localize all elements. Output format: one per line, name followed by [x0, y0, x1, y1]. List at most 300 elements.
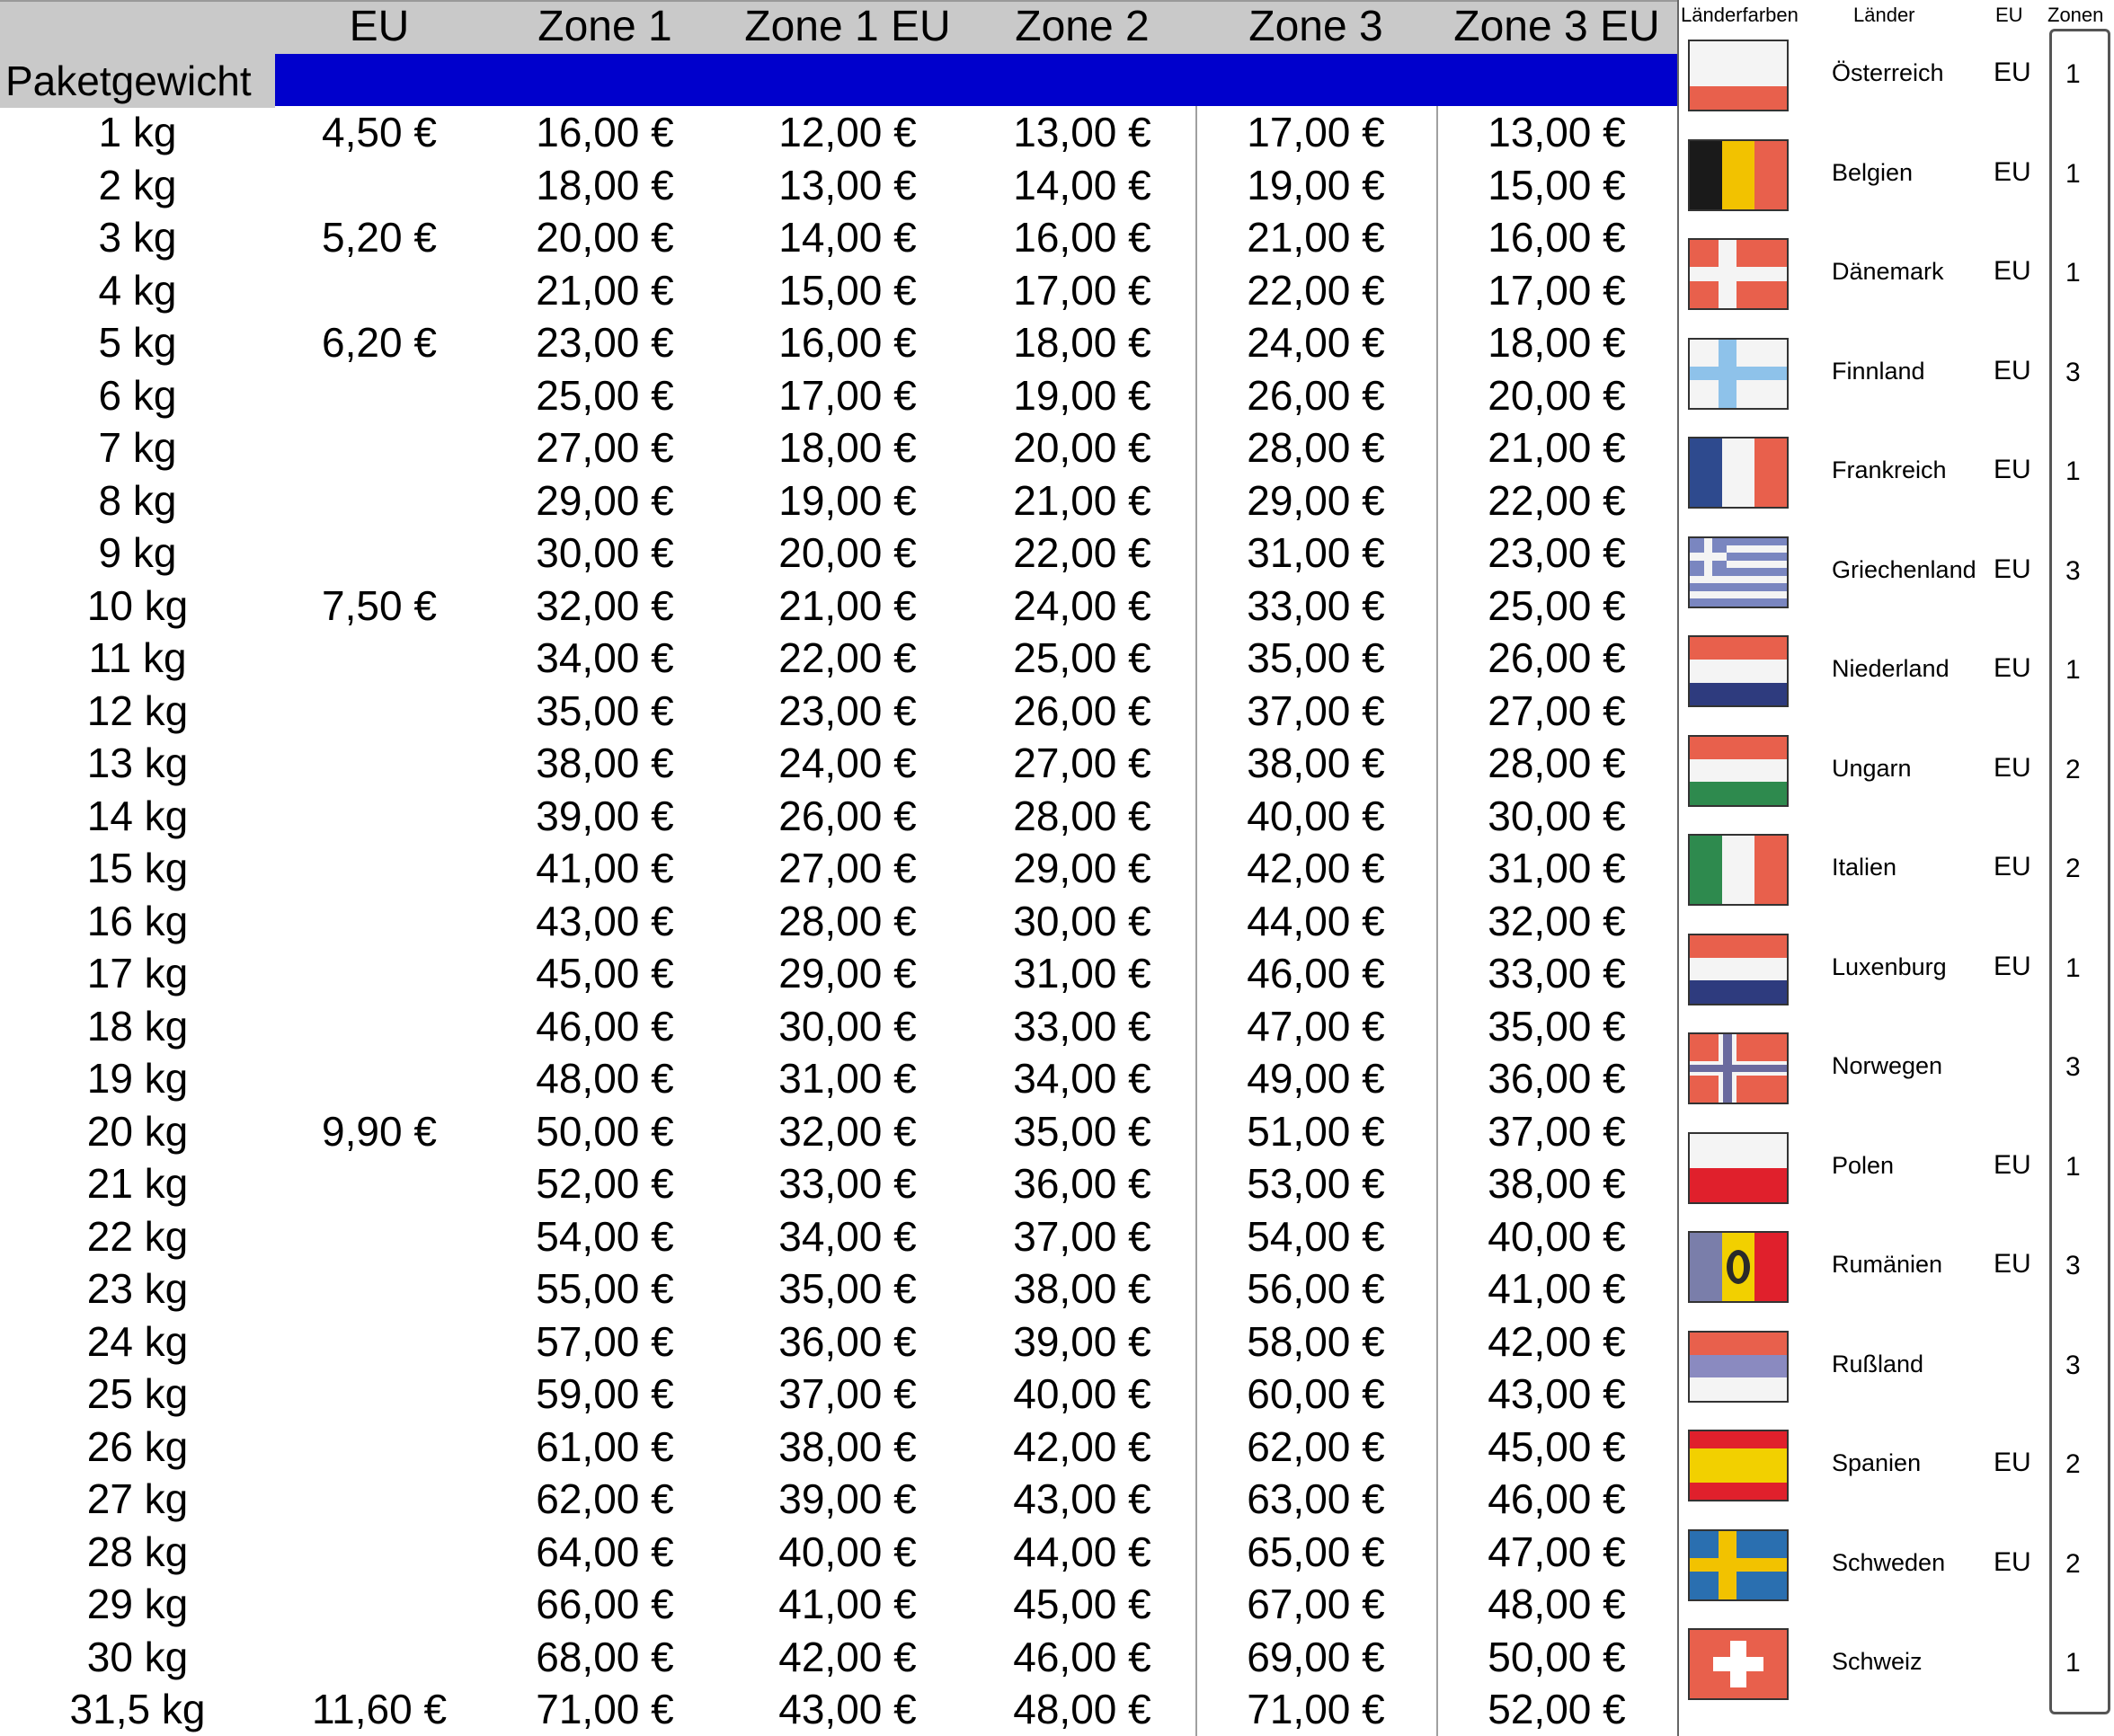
price-cell-z1eu: 34,00 € — [778, 1212, 917, 1260]
price-cell-eu — [275, 842, 484, 895]
price-cell-z2: 26,00 € — [1013, 686, 1151, 734]
eu-membership: EU — [1994, 1448, 2031, 1477]
price-cell-z3eu: 22,00 € — [1488, 476, 1626, 524]
price-cell-z1eu: 35,00 € — [778, 1265, 917, 1312]
weight-cell: 28 kg — [86, 1528, 189, 1575]
price-cell-z1: 64,00 € — [536, 1528, 674, 1575]
eu-membership: EU — [1994, 653, 2031, 683]
weight-cell: 19 kg — [86, 1055, 189, 1102]
price-cell-z1: 30,00 € — [536, 529, 674, 576]
price-cell-z3eu: 16,00 € — [1488, 214, 1626, 261]
legend-item — [1679, 728, 2114, 821]
price-cell-eu — [275, 632, 484, 685]
weight-cell: 26 kg — [86, 1422, 189, 1470]
denmark-flag — [1688, 238, 1789, 310]
legend-header-eu: EU — [1995, 4, 2023, 26]
price-cell-eu — [275, 737, 484, 790]
price-cell-eu — [275, 947, 484, 1000]
price-cell-z3eu: 26,00 € — [1488, 634, 1626, 681]
price-cell-z1eu: 41,00 € — [778, 1581, 917, 1627]
country-name: Frankreich — [1832, 456, 1947, 483]
price-cell-z1eu: 22,00 € — [778, 634, 917, 681]
price-cell-z1: 68,00 € — [536, 1633, 674, 1680]
price-cell-z1: 29,00 € — [536, 476, 674, 524]
austria-flag — [1688, 40, 1789, 111]
price-cell-z2: 45,00 € — [1013, 1581, 1151, 1627]
price-cell-z3: 26,00 € — [1247, 371, 1385, 419]
price-cell-z3: 67,00 € — [1247, 1581, 1385, 1627]
weight-cell: 17 kg — [86, 950, 189, 996]
price-cell-z2: 20,00 € — [1013, 424, 1151, 471]
price-cell-z3: 53,00 € — [1247, 1160, 1385, 1207]
price-cell-eu — [275, 1000, 484, 1053]
table-row — [0, 1262, 1677, 1315]
price-cell-z1: 45,00 € — [536, 950, 674, 996]
table-row — [0, 1315, 1677, 1368]
price-cell-eu — [275, 1526, 484, 1579]
zone-number: 1 — [2065, 258, 2081, 288]
price-cell-eu — [275, 1368, 484, 1421]
eu-membership: EU — [1994, 852, 2031, 881]
price-cell-z3eu: 30,00 € — [1488, 792, 1626, 839]
price-cell-z3eu: 37,00 € — [1488, 1107, 1626, 1155]
row-header-label: Paketgewicht — [0, 54, 275, 108]
price-cell-z1eu: 12,00 € — [778, 109, 917, 155]
country-name: Norwegen — [1832, 1052, 1943, 1079]
weight-cell: 23 kg — [86, 1265, 189, 1312]
price-cell-z1eu: 23,00 € — [778, 686, 917, 734]
price-cell-z2: 42,00 € — [1013, 1422, 1151, 1470]
col-header-eu: EU — [275, 0, 484, 54]
price-cell-z3eu: 42,00 € — [1488, 1317, 1626, 1365]
price-cell-z3: 31,00 € — [1247, 529, 1385, 576]
price-cell-eu: 11,60 € — [311, 1686, 448, 1732]
legend-item — [1679, 628, 2114, 722]
table-row — [0, 842, 1677, 895]
price-cell-z3: 46,00 € — [1247, 950, 1385, 996]
price-cell-z1eu: 21,00 € — [778, 581, 917, 629]
country-name: Polen — [1832, 1151, 1895, 1179]
price-cell-z3: 54,00 € — [1247, 1212, 1385, 1260]
weight-cell: 16 kg — [86, 897, 189, 944]
eu-membership: EU — [1994, 951, 2031, 981]
eu-membership: EU — [1994, 455, 2031, 484]
price-cell-eu — [275, 1210, 484, 1263]
table-row — [0, 790, 1677, 843]
price-cell-z3eu: 21,00 € — [1488, 424, 1626, 471]
table-row — [0, 580, 1677, 633]
price-cell-z2: 22,00 € — [1013, 529, 1151, 576]
table-row — [0, 1526, 1677, 1579]
country-name: Schweiz — [1832, 1648, 1923, 1675]
price-cell-z2: 33,00 € — [1013, 1002, 1151, 1050]
price-cell-z3eu: 52,00 € — [1488, 1686, 1626, 1732]
price-cell-z1eu: 43,00 € — [778, 1686, 917, 1732]
table-row — [0, 737, 1677, 790]
price-cell-z1: 52,00 € — [536, 1160, 674, 1207]
country-legend — [1677, 0, 2114, 1736]
zone-number: 1 — [2065, 456, 2081, 486]
price-cell-z1eu: 33,00 € — [778, 1160, 917, 1207]
price-cell-eu — [275, 369, 484, 422]
eu-membership: EU — [1994, 355, 2031, 385]
price-cell-z1: 35,00 € — [536, 686, 674, 734]
weight-cell: 8 kg — [98, 476, 177, 524]
legend-item — [1679, 926, 2114, 1020]
weight-cell: 24 kg — [86, 1317, 189, 1365]
eu-membership: EU — [1994, 58, 2031, 87]
price-cell-z3: 47,00 € — [1247, 1002, 1385, 1050]
price-cell-z1eu: 29,00 € — [778, 950, 917, 996]
price-cell-z3eu: 41,00 € — [1488, 1265, 1626, 1312]
price-cell-z1eu: 40,00 € — [778, 1528, 917, 1575]
weight-cell: 29 kg — [86, 1581, 189, 1627]
luxembourg-flag — [1688, 934, 1789, 1005]
weight-cell: 30 kg — [86, 1633, 189, 1680]
legend-item — [1679, 32, 2114, 126]
weight-cell: 6 kg — [98, 371, 177, 419]
price-cell-z2: 25,00 € — [1013, 634, 1151, 681]
table-row — [0, 1578, 1677, 1631]
weight-cell: 18 kg — [86, 1002, 189, 1050]
price-cell-eu — [275, 474, 484, 527]
legend-item — [1679, 430, 2114, 523]
table-row — [0, 527, 1677, 580]
price-cell-z2: 16,00 € — [1013, 214, 1151, 261]
price-cell-z3eu: 13,00 € — [1488, 109, 1626, 155]
price-cell-z2: 17,00 € — [1013, 266, 1151, 314]
price-cell-z1: 16,00 € — [536, 109, 674, 155]
price-cell-z3eu: 18,00 € — [1488, 319, 1626, 366]
price-cell-eu — [275, 895, 484, 948]
legend-item — [1679, 331, 2114, 424]
price-cell-eu — [275, 421, 484, 474]
price-cell-z1eu: 42,00 € — [778, 1633, 917, 1680]
price-cell-eu: 7,50 € — [322, 581, 437, 629]
price-cell-z2: 13,00 € — [1013, 109, 1151, 155]
eu-membership: EU — [1994, 156, 2031, 187]
price-cell-z3: 60,00 € — [1247, 1370, 1385, 1417]
price-cell-z1: 61,00 € — [536, 1422, 674, 1470]
price-cell-eu — [275, 1315, 484, 1368]
country-name: Rumänien — [1832, 1251, 1943, 1278]
weight-cell: 21 kg — [86, 1160, 189, 1207]
country-name: Dänemark — [1832, 258, 1944, 285]
price-cell-eu — [275, 264, 484, 317]
russia-flag — [1688, 1331, 1789, 1403]
table-row — [0, 1473, 1677, 1526]
price-cell-z3: 38,00 € — [1247, 740, 1385, 786]
price-cell-z3eu: 47,00 € — [1488, 1528, 1626, 1575]
price-cell-z2: 29,00 € — [1013, 845, 1151, 891]
price-cell-z1: 71,00 € — [536, 1686, 674, 1732]
table-top-border — [0, 0, 1677, 2]
price-cell-z3: 51,00 € — [1247, 1107, 1385, 1155]
price-cell-z2: 38,00 € — [1013, 1265, 1151, 1312]
price-cell-z1: 66,00 € — [536, 1581, 674, 1627]
price-cell-z1: 20,00 € — [536, 214, 674, 261]
france-flag — [1688, 437, 1789, 509]
table-row — [0, 474, 1677, 527]
price-cell-z3: 22,00 € — [1247, 266, 1385, 314]
zone-number: 3 — [2065, 1251, 2081, 1280]
price-cell-eu — [275, 1421, 484, 1474]
price-cell-z1eu: 32,00 € — [778, 1107, 917, 1155]
price-cell-z3eu: 27,00 € — [1488, 686, 1626, 734]
zone-number: 1 — [2065, 158, 2081, 189]
country-name: Griechenland — [1832, 555, 1976, 583]
weight-cell: 9 kg — [98, 529, 177, 576]
weight-cell: 14 kg — [86, 792, 189, 839]
hungary-flag — [1688, 735, 1789, 807]
price-cell-z1eu: 14,00 € — [778, 214, 917, 261]
price-cell-eu — [275, 159, 484, 212]
price-cell-z2: 21,00 € — [1013, 476, 1151, 524]
weight-cell: 25 kg — [86, 1370, 189, 1417]
legend-header-countries: Länder — [1853, 4, 1915, 26]
price-cell-z1eu: 24,00 € — [778, 740, 917, 786]
price-cell-z2: 35,00 € — [1013, 1107, 1151, 1155]
price-cell-z2: 46,00 € — [1013, 1633, 1151, 1680]
country-name: Österreich — [1832, 59, 1944, 86]
price-cell-z1eu: 39,00 € — [778, 1475, 917, 1522]
zone-number: 3 — [2065, 357, 2081, 387]
eu-membership: EU — [1994, 1149, 2031, 1180]
country-name: Finnland — [1832, 357, 1925, 385]
romania-flag — [1688, 1231, 1789, 1303]
country-name: Niederland — [1832, 655, 1950, 682]
table-row — [0, 1421, 1677, 1474]
price-cell-z1eu: 15,00 € — [778, 266, 917, 314]
price-cell-z3: 49,00 € — [1247, 1055, 1385, 1102]
weight-cell: 20 kg — [86, 1107, 189, 1155]
weight-cell: 7 kg — [98, 424, 177, 471]
table-row — [0, 685, 1677, 738]
table-row — [0, 211, 1677, 264]
table-row — [0, 421, 1677, 474]
weight-cell: 3 kg — [98, 214, 177, 261]
belgium-flag — [1688, 139, 1789, 211]
zone-number: 2 — [2065, 754, 2081, 784]
table-row — [0, 316, 1677, 369]
price-cell-z1: 46,00 € — [536, 1002, 674, 1050]
price-cell-z2: 18,00 € — [1013, 319, 1151, 366]
legend-header-zones: Zonen — [2047, 4, 2104, 26]
weight-cell: 15 kg — [86, 845, 189, 891]
table-row — [0, 264, 1677, 317]
price-cell-z3eu: 35,00 € — [1488, 1002, 1626, 1050]
price-cell-z2: 30,00 € — [1013, 897, 1151, 944]
price-cell-eu: 4,50 € — [322, 109, 437, 155]
legend-item — [1679, 132, 2114, 226]
table-row — [0, 1368, 1677, 1421]
zone-number: 1 — [2065, 1648, 2081, 1678]
weight-cell: 11 kg — [88, 634, 187, 681]
col-header-zone1-eu: Zone 1 EU — [726, 0, 969, 54]
price-cell-z2: 37,00 € — [1013, 1212, 1151, 1260]
col-header-zone3: Zone 3 — [1195, 0, 1436, 54]
greece-flag — [1688, 536, 1789, 608]
price-cell-z1eu: 13,00 € — [778, 161, 917, 208]
col-header-zone2: Zone 2 — [969, 0, 1195, 54]
price-cell-z1eu: 26,00 € — [778, 792, 917, 839]
price-cell-z2: 48,00 € — [1013, 1686, 1151, 1732]
price-cell-z1: 18,00 € — [536, 161, 674, 208]
eu-membership: EU — [1994, 554, 2031, 584]
price-cell-z3eu: 25,00 € — [1488, 581, 1626, 629]
table-row — [0, 159, 1677, 212]
table-row — [0, 1052, 1677, 1105]
price-cell-z1eu: 27,00 € — [778, 845, 917, 891]
col-header-zone1: Zone 1 — [484, 0, 726, 54]
price-cell-z3eu: 50,00 € — [1488, 1633, 1626, 1680]
price-cell-z3eu: 15,00 € — [1488, 161, 1626, 208]
finland-flag — [1688, 338, 1789, 410]
zone-number: 1 — [2065, 1151, 2081, 1182]
weight-cell: 31,5 kg — [69, 1686, 206, 1732]
zone-number: 1 — [2065, 59, 2081, 89]
price-cell-z3eu: 40,00 € — [1488, 1212, 1626, 1260]
price-cell-z1: 62,00 € — [536, 1475, 674, 1522]
price-cell-z1: 41,00 € — [536, 845, 674, 891]
price-cell-z3: 71,00 € — [1247, 1686, 1385, 1732]
price-cell-z3: 17,00 € — [1247, 109, 1385, 155]
price-cell-eu — [275, 1052, 484, 1105]
price-cell-z3: 40,00 € — [1247, 792, 1385, 839]
price-cell-z2: 24,00 € — [1013, 581, 1151, 629]
country-name: Luxenburg — [1832, 952, 1947, 980]
price-cell-z3eu: 17,00 € — [1488, 266, 1626, 314]
price-cell-z1: 43,00 € — [536, 897, 674, 944]
price-cell-z1: 54,00 € — [536, 1212, 674, 1260]
price-cell-z1eu: 37,00 € — [778, 1370, 917, 1417]
price-cell-z3eu: 38,00 € — [1488, 1160, 1626, 1207]
price-cell-eu — [275, 1262, 484, 1315]
legend-item — [1679, 1621, 2114, 1714]
price-cell-z1: 48,00 € — [536, 1055, 674, 1102]
weight-cell: 12 kg — [86, 686, 189, 734]
table-row — [0, 895, 1677, 948]
price-cell-z1eu: 19,00 € — [778, 476, 917, 524]
legend-item — [1679, 529, 2114, 623]
price-cell-eu — [275, 1473, 484, 1526]
spain-flag — [1688, 1430, 1789, 1501]
table-row — [0, 632, 1677, 685]
weight-cell: 27 kg — [86, 1475, 189, 1522]
corner-header-cell — [0, 0, 275, 54]
weight-cell: 1 kg — [98, 109, 177, 155]
price-cell-eu — [275, 790, 484, 843]
price-cell-z3: 28,00 € — [1247, 424, 1385, 471]
price-cell-z2: 39,00 € — [1013, 1317, 1151, 1365]
eu-membership: EU — [1994, 752, 2031, 783]
table-row — [0, 369, 1677, 422]
sweden-flag — [1688, 1529, 1789, 1601]
poland-flag — [1688, 1132, 1789, 1204]
price-cell-z3: 33,00 € — [1247, 581, 1385, 629]
price-cell-z3: 65,00 € — [1247, 1528, 1385, 1575]
weight-cell: 4 kg — [98, 266, 177, 314]
weight-cell: 22 kg — [86, 1212, 189, 1260]
price-cell-z1: 55,00 € — [536, 1265, 674, 1312]
table-row — [0, 1157, 1677, 1210]
price-cell-z1eu: 18,00 € — [778, 424, 917, 471]
price-cell-z3: 42,00 € — [1247, 845, 1385, 891]
price-cell-z3eu: 36,00 € — [1488, 1055, 1626, 1102]
zone-number: 3 — [2065, 1052, 2081, 1082]
table-row — [0, 1683, 1677, 1736]
country-name: Schweden — [1832, 1548, 1946, 1576]
price-cell-z1: 38,00 € — [536, 740, 674, 786]
price-cell-eu — [275, 685, 484, 738]
weight-cell: 13 kg — [86, 740, 189, 786]
legend-item — [1679, 1422, 2114, 1516]
legend-item — [1679, 1224, 2114, 1317]
price-cell-eu — [275, 1157, 484, 1210]
col-header-zone3-eu: Zone 3 EU — [1436, 0, 1677, 54]
legend-item — [1679, 231, 2114, 324]
price-cell-z3: 56,00 € — [1247, 1265, 1385, 1312]
price-cell-z1: 23,00 € — [536, 319, 674, 366]
italy-flag — [1688, 834, 1789, 906]
price-cell-z3eu: 45,00 € — [1488, 1422, 1626, 1470]
price-cell-z2: 43,00 € — [1013, 1475, 1151, 1522]
price-cell-z1: 32,00 € — [536, 581, 674, 629]
zone-number: 2 — [2065, 854, 2081, 883]
price-cell-z1: 50,00 € — [536, 1107, 674, 1155]
price-cell-z3eu: 43,00 € — [1488, 1370, 1626, 1417]
price-cell-z2: 28,00 € — [1013, 792, 1151, 839]
price-cell-z3eu: 31,00 € — [1488, 845, 1626, 891]
price-cell-z3: 24,00 € — [1247, 319, 1385, 366]
price-cell-z3eu: 33,00 € — [1488, 950, 1626, 996]
price-cell-z1eu: 17,00 € — [778, 371, 917, 419]
table-row — [0, 1105, 1677, 1158]
price-cell-z3eu: 48,00 € — [1488, 1581, 1626, 1627]
price-cell-eu: 6,20 € — [322, 319, 437, 366]
norway-flag — [1688, 1032, 1789, 1104]
price-cell-z1: 25,00 € — [536, 371, 674, 419]
price-cell-z3: 35,00 € — [1247, 634, 1385, 681]
price-cell-eu — [275, 1578, 484, 1631]
price-cell-z3eu: 32,00 € — [1488, 897, 1626, 944]
table-row — [0, 947, 1677, 1000]
price-cell-z1: 34,00 € — [536, 634, 674, 681]
price-cell-z3: 37,00 € — [1247, 686, 1385, 734]
switzerland-flag — [1688, 1628, 1789, 1700]
eu-membership: EU — [1994, 256, 2031, 286]
price-cell-z3: 63,00 € — [1247, 1475, 1385, 1522]
price-cell-z3: 19,00 € — [1247, 161, 1385, 208]
table-row — [0, 1000, 1677, 1053]
price-cell-z3: 29,00 € — [1247, 476, 1385, 524]
price-cell-z2: 27,00 € — [1013, 740, 1151, 786]
price-cell-z1eu: 28,00 € — [778, 897, 917, 944]
price-cell-z1: 21,00 € — [536, 266, 674, 314]
country-name: Spanien — [1832, 1449, 1922, 1476]
price-cell-z2: 31,00 € — [1013, 950, 1151, 996]
table-row — [0, 1631, 1677, 1684]
price-cell-z2: 14,00 € — [1013, 161, 1151, 208]
legend-item — [1679, 827, 2114, 920]
zone-number: 2 — [2065, 1449, 2081, 1479]
price-cell-z1: 59,00 € — [536, 1370, 674, 1417]
eu-membership: EU — [1994, 1249, 2031, 1279]
price-cell-z2: 40,00 € — [1013, 1370, 1151, 1417]
zone-number: 3 — [2065, 1350, 2081, 1380]
price-cell-z3eu: 20,00 € — [1488, 371, 1626, 419]
table-row — [0, 106, 1677, 159]
